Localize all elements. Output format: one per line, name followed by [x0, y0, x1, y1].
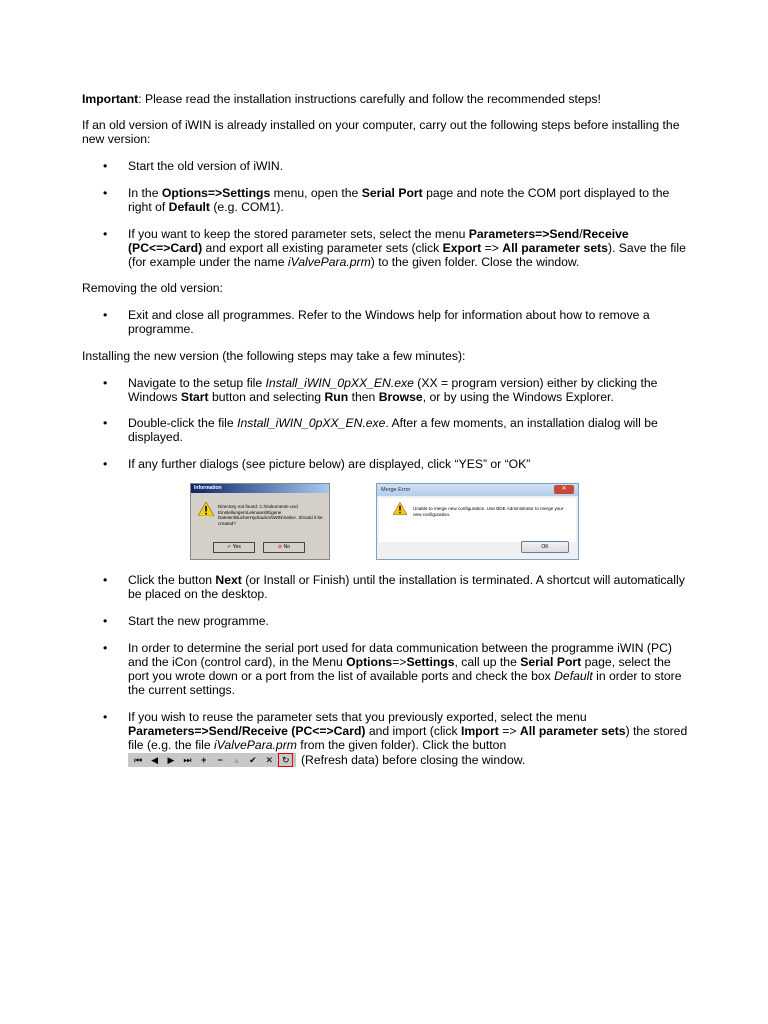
bullet: • [103, 416, 108, 430]
bullet: • [103, 376, 108, 390]
prev-record-icon[interactable]: ◀ [151, 755, 159, 765]
bullet: • [103, 457, 108, 471]
dialog-message: Unable to merge new configuration. Use BDE Administrator to merge your new configuration. [413, 506, 564, 517]
yes-button[interactable]: ✔ Yes [213, 542, 255, 553]
close-icon[interactable]: ✕ [554, 485, 574, 494]
step-exit-programmes: Exit and close all programmes. Refer to the Windows help for information about how to remove a programme. [128, 308, 650, 336]
step-start-new: Start the new programme. [128, 614, 269, 628]
removing-heading: Removing the old version: [82, 281, 223, 295]
next-record-icon[interactable]: ▶ [167, 755, 175, 765]
ok-button[interactable]: OK [521, 541, 569, 553]
no-entry-icon: ⊘ [278, 544, 283, 550]
bullet: • [103, 186, 108, 200]
step-further-dialogs: If any further dialogs (see picture below) are displayed, click “YES” or “OK” [128, 457, 531, 471]
step-options-settings: In the Options=>Settings menu, open the Serial Port page and note the COM port displayed to the right of Default (e.g. COM1). [128, 186, 670, 214]
step-serial-port: In order to determine the serial port used for data communication between the programme iWIN (PC) and the iCon (control card), in the Menu Options=>Settings, call up the Serial Port page, select the port you wrote down or a port from the list of available ports and check the box Default in order to store the current settings. [128, 641, 682, 697]
bullet: • [103, 573, 108, 587]
navigator-toolbar [128, 753, 296, 767]
important-note: Important: Please read the installation instructions carefully and follow the recommended steps! [82, 92, 601, 106]
intro-old-version: If an old version of iWIN is already installed on your computer, carry out the following steps before installing the new version: [82, 118, 680, 146]
first-record-icon[interactable]: ⏮ [134, 755, 143, 765]
bullet: • [103, 641, 108, 655]
installing-heading: Installing the new version (the following steps may take a few minutes): [82, 349, 466, 363]
bullet: • [103, 710, 108, 724]
step-export-params: If you want to keep the stored parameter sets, select the menu Parameters=>Send/Receive (PC<=>Card) and export all existing parameter sets (click Export => All parameter sets). Save the file (for example under the name iValvePara.prm) to the given folder. Close the window. [128, 227, 686, 269]
dialog-title: Information [191, 484, 329, 493]
step-start-old: Start the old version of iWIN. [128, 159, 284, 173]
refresh-caption: (Refresh data) before closing the window. [301, 753, 526, 767]
information-dialog-screenshot [190, 483, 330, 560]
bullet: • [103, 614, 108, 628]
delete-icon[interactable]: − [217, 755, 223, 765]
dialog-body [379, 498, 576, 542]
bullet: • [103, 308, 108, 322]
post-icon[interactable]: ✔ [249, 755, 257, 765]
cancel-icon[interactable]: ✕ [265, 755, 274, 765]
merge-error-dialog-screenshot [376, 483, 579, 560]
step-click-next: Click the button Next (or Install or Finish) until the installation is terminated. A shortcut will automatically be placed on the desktop. [128, 573, 685, 601]
dialog-message: Directory not found: C:\Dokumente und Einstellungen\Leknaars\Eigene Dateien\BucherHydraulics\iWIN\iValve. Should it be created? [218, 504, 323, 526]
refresh-icon[interactable]: ↻ [278, 753, 294, 767]
last-record-icon[interactable]: ⏭ [183, 755, 192, 765]
edit-icon[interactable]: ▲ [232, 755, 241, 765]
insert-icon[interactable]: + [201, 755, 207, 765]
no-button[interactable]: ⊘ No [263, 542, 305, 553]
step-double-click: Double-click the file Install_iWIN_0pXX_EN.exe. After a few moments, an installation dialog will be displayed. [128, 416, 658, 444]
step-navigate-setup: Navigate to the setup file Install_iWIN_0pXX_EN.exe (XX = program version) either by clicking the Windows Start button and selecting Run then Browse, or by using the Windows Explorer. [128, 376, 658, 404]
bullet: • [103, 227, 108, 241]
warning-icon [198, 502, 214, 516]
step-import-params: If you wish to reuse the parameter sets that you previously exported, select the menu Parameters=>Send/Receive (PC<=>Card) and import (click Import => All parameter sets) the stored file (e.g. the file iValvePara.prm from the given folder). Click the button [128, 710, 688, 752]
bullet: • [103, 159, 108, 173]
warning-icon [393, 502, 407, 515]
check-icon: ✔ [227, 544, 232, 550]
dialog-title: Merge Error [377, 484, 578, 496]
